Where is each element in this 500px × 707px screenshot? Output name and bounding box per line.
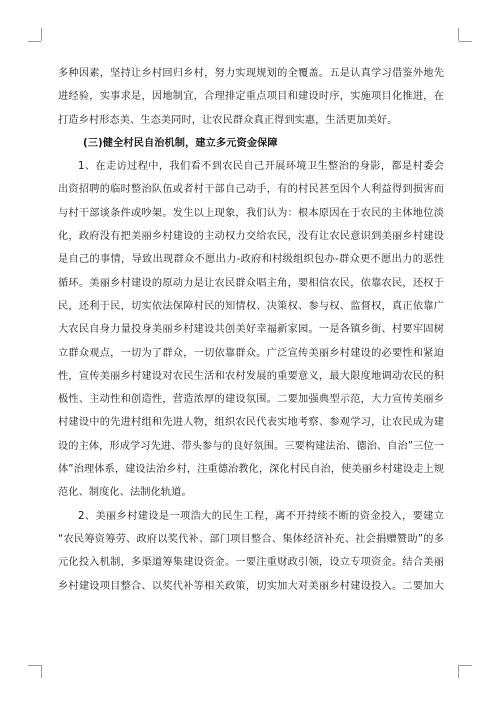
crop-mark-top-right — [459, 41, 472, 42]
text-line: 化，政府没有把美丽乡村建设的主动权力交给农民，没有让农民意识到美丽乡村建设 — [58, 231, 444, 243]
crop-mark-bottom-right — [458, 665, 459, 678]
crop-mark-bottom-left — [41, 665, 42, 678]
text-line: 设的主体，形成学习先进、带头参与的良好氛围。三要构建法治、德治、自治”三位一 — [58, 440, 444, 452]
text-line: 循环。美丽乡村建设的原动力是让农民群众唱主角，要相信农民，依靠农民，还权于 — [58, 277, 444, 289]
text-line: 极性、主动性和创造性，营造浓厚的建设氛围。二要加强典型示范，大力宣传美丽乡 — [58, 394, 444, 406]
text-line: 民，还利于民，切实依法保障村民的知情权、决策权、参与权、监督权，真正依靠广 — [58, 300, 444, 312]
text-line: 出资招聘的临时整治队伍或者村干部自己动手，有的村民甚至因个人利益得到损害而 — [58, 184, 444, 196]
text-line: 村建设中的先进村组和先进人物，组织农民代表实地考察、参观学习，让农民成为建 — [58, 417, 444, 429]
text-line: 打造乡村形态美、生态美同时，让农民群众真正得到实惠，生活更加美好。 — [58, 114, 398, 126]
crop-mark-top-right — [458, 28, 459, 41]
text-line: 元化投入机制，多渠道筹集建设资金。一要注重财政引领，设立专项资金。结合美丽 — [58, 557, 444, 569]
text-line: 大农民自身力量投身美丽乡村建设共创美好幸福新家园。一是各镇乡街、村要牢固树 — [58, 324, 444, 336]
section-heading: (三)健全村民自治机制，建立多元资金保障 — [83, 137, 278, 149]
crop-mark-bottom-right — [459, 665, 472, 666]
text-line: 与村干部谈条件或吵架。发生以上现象，我们认为：根本原因在于农民的主体地位淡 — [58, 207, 444, 219]
text-line: 是自己的事情，导致出现群众不愿出力-政府和村级组织包办-群众更不愿出力的恶性 — [58, 254, 444, 266]
text-line: “农民筹资筹劳、政府以奖代补、部门项目整合、集体经济补充、社会捐赠赞助”的多 — [58, 533, 444, 545]
text-line: 乡村建设项目整合、以奖代补等相关政策，切实加大对美丽乡村建设投入。二要加大 — [58, 580, 444, 592]
paragraph-first-line: 2、美丽乡村建设是一项浩大的民生工程，离不开持续不断的资金投入，要建立 — [78, 510, 444, 522]
text-line: 进经验，实事求是，因地制宜，合理排定重点项目和建设时序，实施项目化推进，在 — [58, 91, 444, 103]
crop-mark-top-left — [41, 28, 42, 41]
text-line: 多种因素，坚持让乡村回归乡村，努力实现规划的全覆盖。五是认真学习借鉴外地先 — [58, 68, 444, 79]
crop-mark-top-left — [28, 41, 41, 42]
text-line: 性，宣传美丽乡村建设对农民生活和农村发展的重要意义，最大限度地调动农民的积 — [58, 370, 444, 382]
crop-mark-bottom-left — [28, 665, 41, 666]
text-line: 范化、制度化、法制化轨道。 — [58, 487, 192, 499]
text-line: 立群众观点，一切为了群众，一切依靠群众。广泛宣传美丽乡村建设的必要性和紧迫 — [58, 347, 444, 359]
document-body — [58, 62, 444, 598]
text-line: 体”治理体系，建设法治乡村，注重德治教化，深化村民自治，使美丽乡村建设走上规 — [58, 464, 444, 476]
paragraph-first-line: 1、在走访过程中，我们看不到农民自己开展环境卫生整治的身影，都是村委会 — [78, 161, 444, 173]
